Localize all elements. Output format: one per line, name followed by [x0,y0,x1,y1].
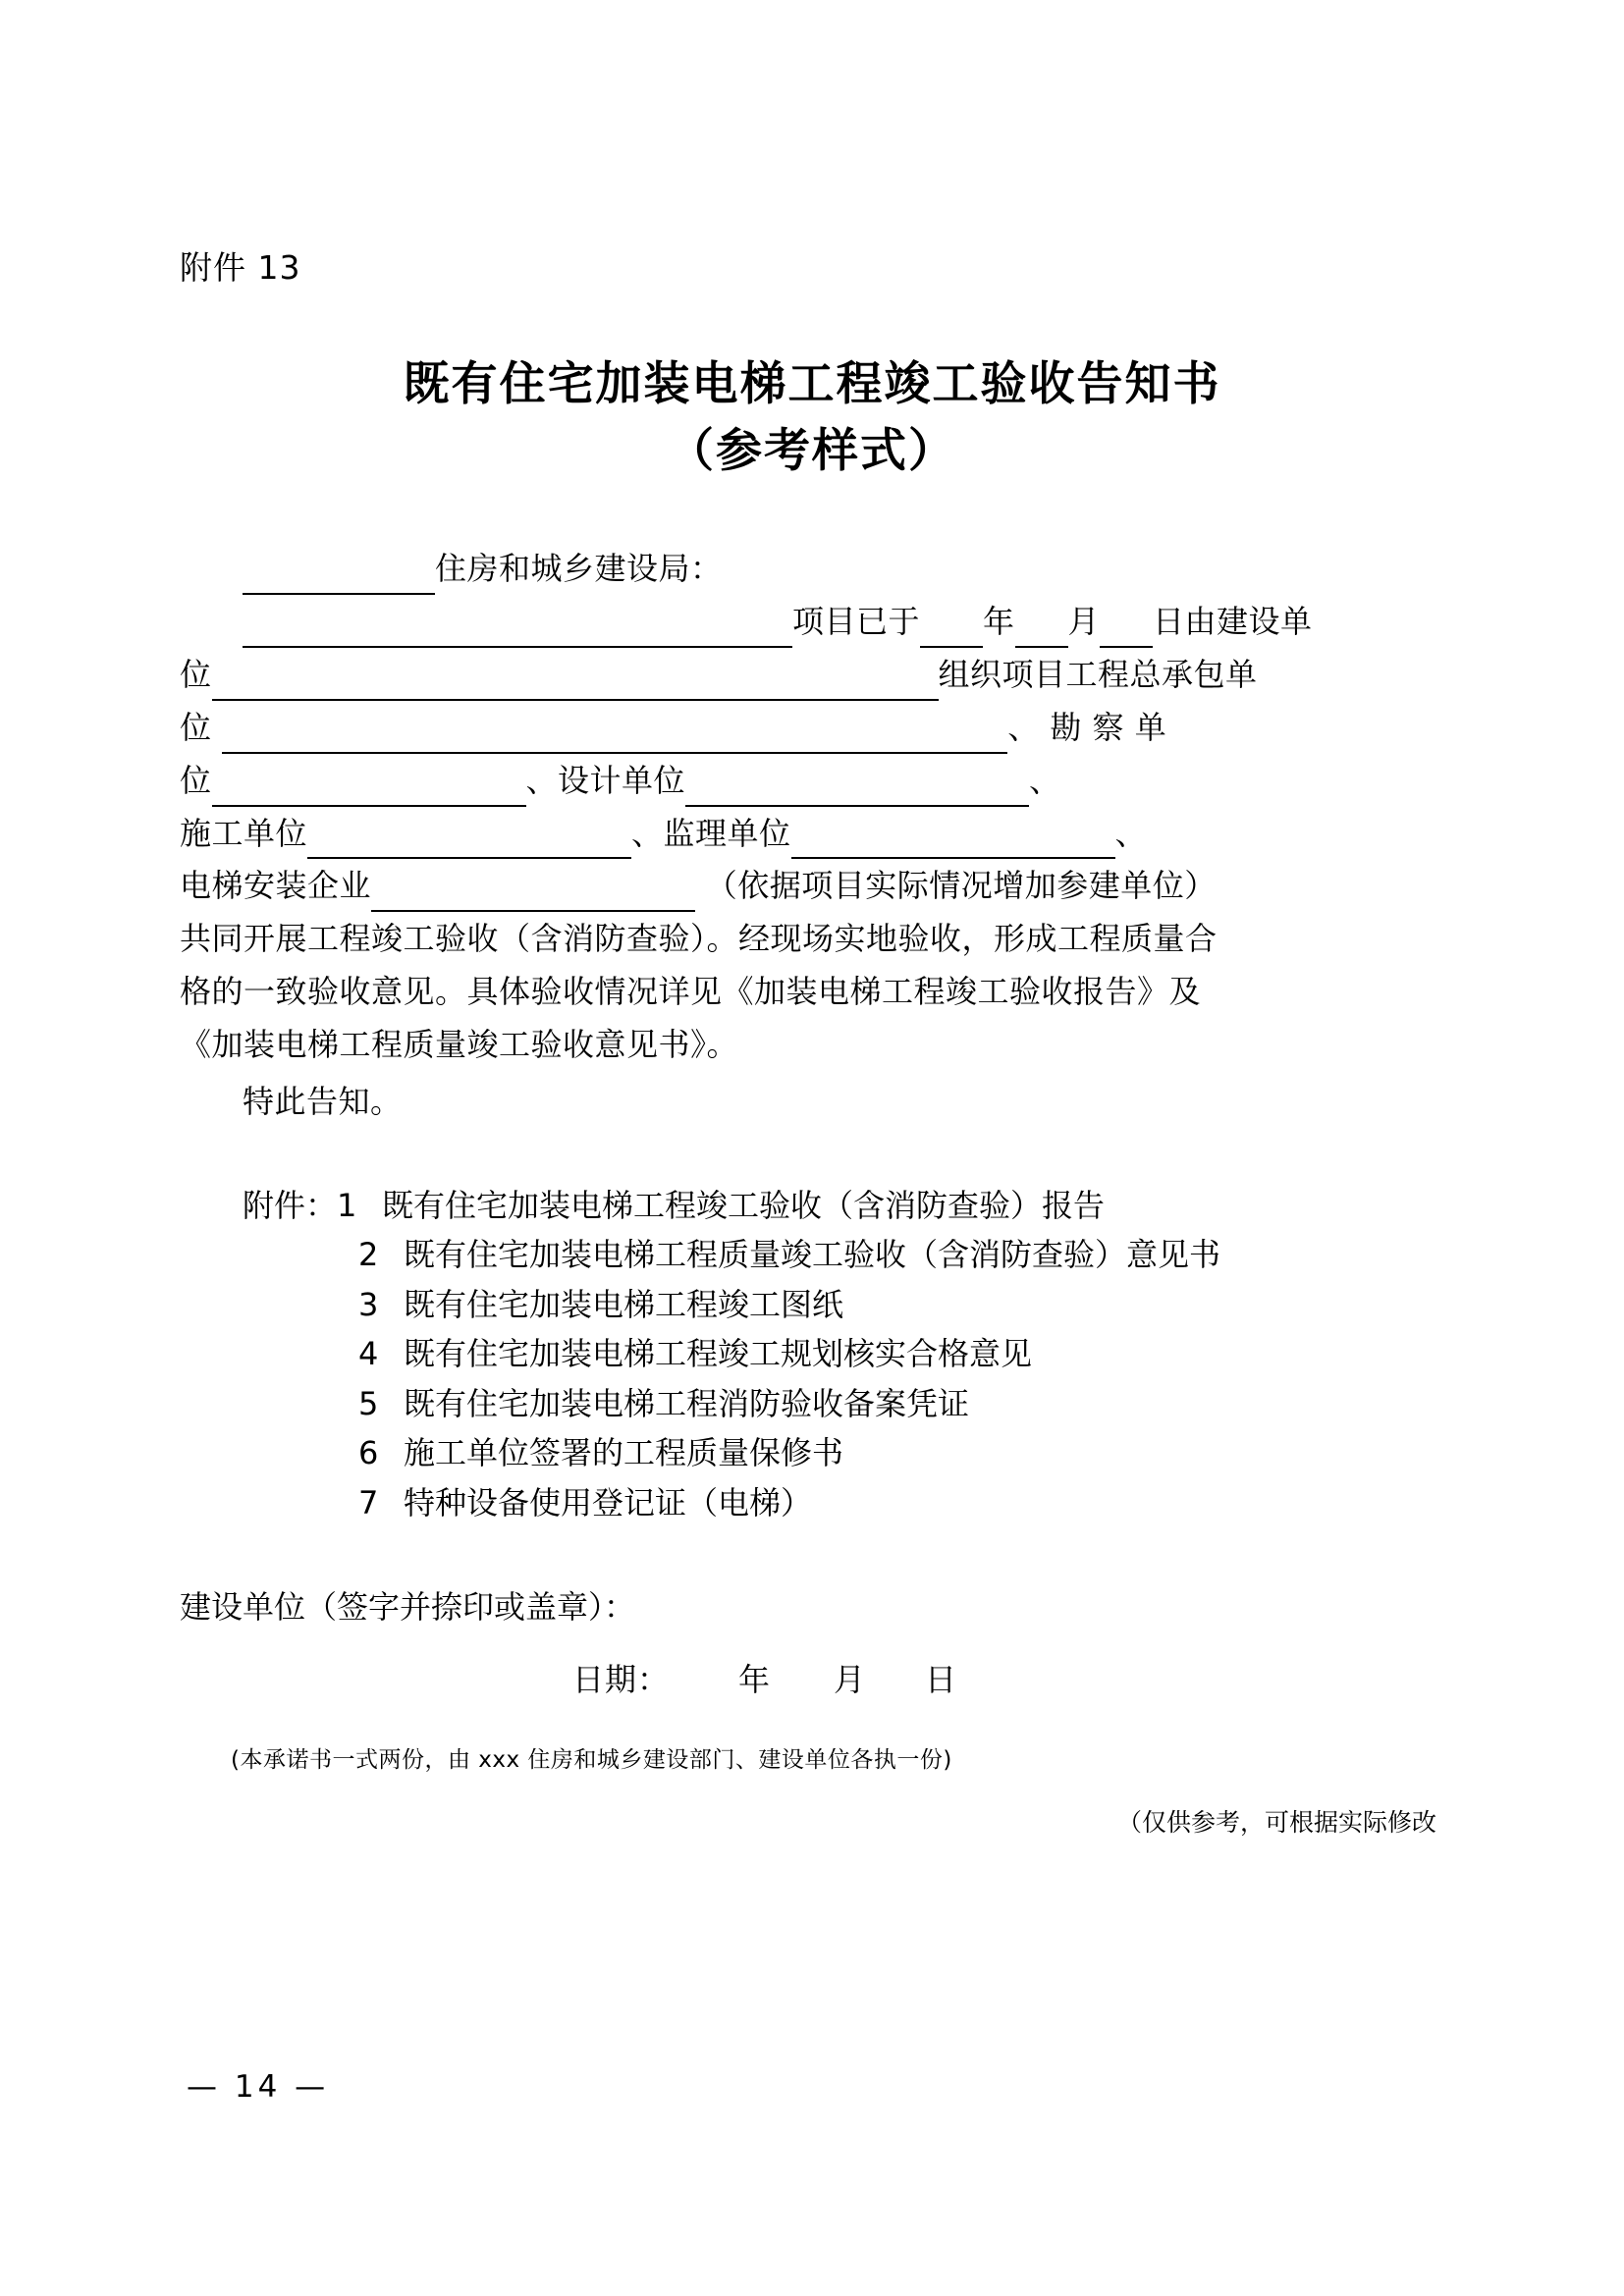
attachment-item-number: 4 [358,1335,379,1373]
para5-text-b: 、监理单位 [631,814,791,852]
notice-line: 特此告知。 [243,1082,403,1120]
addressee-line [180,544,1444,595]
attachment-item-number: 3 [358,1285,379,1323]
paragraph-line-7: 共同开展工程竣工验收（含消防查验）。经现场实地验收，形成工程质量合 [180,920,1218,958]
attachment-item-number: 5 [358,1384,379,1422]
design-unit-blank[interactable] [685,769,1029,807]
para2-text-b: 组织项目工程总承包单 [938,656,1258,694]
para3-text-b: 、 勘 察 单 [1007,708,1167,746]
attachment-item-text: 特种设备使用登记证（电梯） [404,1483,813,1522]
attachment-item [358,1428,1444,1478]
attachment-item-text: 既有住宅加装电梯工程消防验收备案凭证 [404,1384,970,1422]
supervision-unit-blank[interactable] [791,822,1115,860]
title-line-1: 既有住宅加装电梯工程竣工验收告知书 [403,357,1221,412]
letter-body [180,544,1444,1127]
attachment-item [358,1379,1444,1429]
attachment-item [358,1329,1444,1379]
attachment-item-text: 施工单位签署的工程质量保修书 [404,1434,844,1472]
para5-text-a: 施工单位 [180,814,308,852]
para6-text-b: （依据项目实际情况增加参建单位） [705,867,1217,905]
paragraph-line-5 [180,809,1444,860]
day-blank[interactable] [1100,610,1153,648]
date-month-label: 月 [834,1660,867,1698]
document-body [180,245,1444,1839]
addressee-blank[interactable] [243,558,435,596]
attachment-item-number: 1 [337,1186,357,1224]
attachment-item [358,1230,1444,1280]
page-title [180,351,1444,485]
month-blank[interactable] [1015,610,1068,648]
attachment-item [358,1478,1444,1528]
signature-line: 建设单位（签字并捺印或盖章）： [180,1588,636,1627]
para1-text-a: 项目已于 [792,603,921,641]
construction-unit-blank[interactable] [212,663,939,701]
para1-month: 月 [1067,603,1101,641]
builder-unit-blank[interactable] [307,822,631,860]
para6-text-a: 电梯安装企业 [180,867,372,905]
attachment-item [358,1280,1444,1330]
para5-text-c: 、 [1114,814,1148,852]
elevator-installer-blank[interactable] [371,874,695,912]
paragraph-line-8: 格的一致验收意见。具体验收情况详见《加装电梯工程竣工验收报告》及 [180,973,1202,1011]
attachment-list-label: 附件： [243,1186,338,1224]
para1-year: 年 [983,603,1015,641]
date-year-label: 年 [738,1660,772,1698]
date-label: 日期： [572,1660,671,1698]
para3-text-a: 位 [180,708,212,746]
page-number: — 14 — [187,2069,330,2105]
para1-day: 日由建设单 [1153,603,1313,641]
attachment-item-text: 既有住宅加装电梯工程质量竣工验收（含消防查验）意见书 [404,1236,1221,1274]
paragraph-line-9: 《加装电梯工程质量竣工验收意见书》。 [180,1025,739,1063]
paragraph-line-1 [180,597,1444,648]
project-name-blank[interactable] [243,610,792,648]
year-blank[interactable] [920,610,983,648]
attachment-list-first-row [243,1181,1444,1231]
attachment-item-number: 6 [358,1434,379,1472]
attachment-list [180,1181,1444,1528]
date-day-label: 日 [925,1660,958,1698]
attachment-item-number: 7 [358,1483,379,1522]
addressee-suffix: 住房和城乡建设局： [435,550,723,588]
general-contractor-blank[interactable] [222,716,1007,754]
attachment-item-text: 既有住宅加装电梯工程竣工图纸 [404,1285,844,1323]
para4-text-c: 、 [1029,761,1061,799]
para4-text-b: 、设计单位 [525,761,686,799]
attachment-item-text: 既有住宅加装电梯工程竣工规划核实合格意见 [404,1335,1033,1373]
para4-text-a: 位 [180,761,212,799]
date-line [180,1655,1444,1700]
attachment-number: 附件 13 [180,248,301,287]
para2-text-a: 位 [180,656,212,694]
paragraph-line-2 [180,650,1444,701]
survey-unit-blank[interactable] [212,769,526,807]
paragraph-line-6 [180,861,1444,912]
paragraph-line-3 [180,703,1444,754]
attachment-item-text: 既有住宅加装电梯工程竣工验收（含消防查验）报告 [382,1186,1106,1224]
footnote-secondary: （仅供参考，可根据实际修改 [1116,1807,1436,1837]
paragraph-line-4 [180,756,1444,807]
footnote-primary: (本承诺书一式两份，由 xxx 住房和城乡建设部门、建设单位各执一份) [231,1746,952,1773]
title-line-2: （参考样式） [668,424,956,479]
attachment-rows [243,1230,1444,1527]
attachment-item-number: 2 [358,1236,379,1274]
